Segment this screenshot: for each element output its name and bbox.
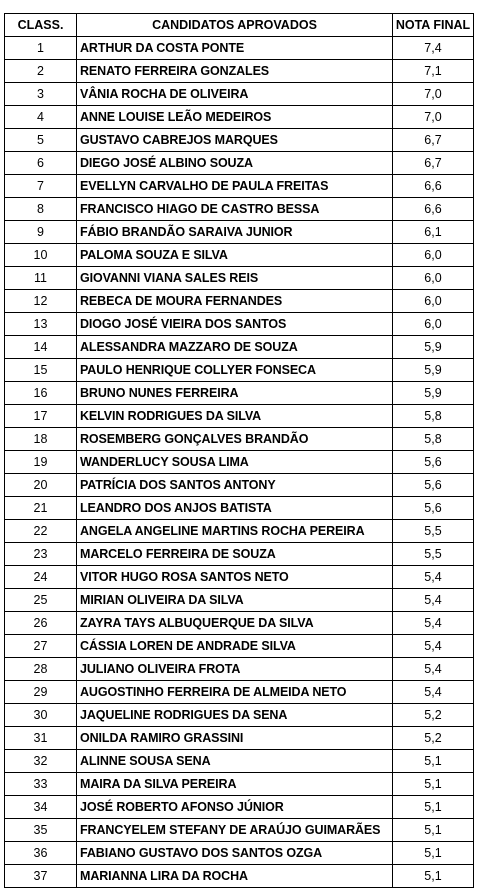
candidate-name-cell: MARIANNA LIRA DA ROCHA bbox=[77, 865, 393, 888]
table-row bbox=[5, 313, 474, 336]
table-row bbox=[5, 359, 474, 382]
final-grade-cell: 5,4 bbox=[393, 589, 474, 612]
final-grade-cell: 5,9 bbox=[393, 382, 474, 405]
position-cell: 1 bbox=[5, 37, 77, 60]
position-cell: 5 bbox=[5, 129, 77, 152]
table-row bbox=[5, 773, 474, 796]
position-cell: 14 bbox=[5, 336, 77, 359]
position-cell: 25 bbox=[5, 589, 77, 612]
candidate-name-cell: ALESSANDRA MAZZARO DE SOUZA bbox=[77, 336, 393, 359]
candidate-name-cell: CÁSSIA LOREN DE ANDRADE SILVA bbox=[77, 635, 393, 658]
final-grade-cell: 6,0 bbox=[393, 313, 474, 336]
position-cell: 7 bbox=[5, 175, 77, 198]
table-row bbox=[5, 267, 474, 290]
position-cell: 27 bbox=[5, 635, 77, 658]
candidate-name-cell: ZAYRA TAYS ALBUQUERQUE DA SILVA bbox=[77, 612, 393, 635]
position-cell: 19 bbox=[5, 451, 77, 474]
final-grade-cell: 5,6 bbox=[393, 474, 474, 497]
candidate-name-cell: JULIANO OLIVEIRA FROTA bbox=[77, 658, 393, 681]
final-grade-cell: 5,5 bbox=[393, 520, 474, 543]
table-row bbox=[5, 244, 474, 267]
table-row bbox=[5, 474, 474, 497]
candidate-name-cell: EVELLYN CARVALHO DE PAULA FREITAS bbox=[77, 175, 393, 198]
header-row bbox=[5, 14, 474, 37]
candidate-name-cell: FÁBIO BRANDÃO SARAIVA JUNIOR bbox=[77, 221, 393, 244]
final-grade-cell: 6,6 bbox=[393, 175, 474, 198]
position-cell: 24 bbox=[5, 566, 77, 589]
final-grade-cell: 7,0 bbox=[393, 106, 474, 129]
table-row bbox=[5, 405, 474, 428]
position-cell: 6 bbox=[5, 152, 77, 175]
final-grade-cell: 5,2 bbox=[393, 704, 474, 727]
table-row bbox=[5, 60, 474, 83]
final-grade-cell: 5,1 bbox=[393, 773, 474, 796]
table-body bbox=[5, 37, 474, 888]
table-row bbox=[5, 83, 474, 106]
candidate-name-cell: JAQUELINE RODRIGUES DA SENA bbox=[77, 704, 393, 727]
final-grade-cell: 7,1 bbox=[393, 60, 474, 83]
position-cell: 36 bbox=[5, 842, 77, 865]
table-row bbox=[5, 727, 474, 750]
candidate-name-cell: AUGOSTINHO FERREIRA DE ALMEIDA NETO bbox=[77, 681, 393, 704]
header-position: CLASS. bbox=[5, 14, 77, 37]
position-cell: 9 bbox=[5, 221, 77, 244]
position-cell: 2 bbox=[5, 60, 77, 83]
final-grade-cell: 7,4 bbox=[393, 37, 474, 60]
position-cell: 33 bbox=[5, 773, 77, 796]
final-grade-cell: 5,4 bbox=[393, 681, 474, 704]
table-row bbox=[5, 497, 474, 520]
candidate-name-cell: PAULO HENRIQUE COLLYER FONSECA bbox=[77, 359, 393, 382]
candidate-name-cell: REBECA DE MOURA FERNANDES bbox=[77, 290, 393, 313]
candidate-name-cell: BRUNO NUNES FERREIRA bbox=[77, 382, 393, 405]
table-row bbox=[5, 543, 474, 566]
final-grade-cell: 6,6 bbox=[393, 198, 474, 221]
candidate-name-cell: JOSÉ ROBERTO AFONSO JÚNIOR bbox=[77, 796, 393, 819]
candidate-name-cell: PATRÍCIA DOS SANTOS ANTONY bbox=[77, 474, 393, 497]
table-row bbox=[5, 589, 474, 612]
position-cell: 22 bbox=[5, 520, 77, 543]
table-row bbox=[5, 152, 474, 175]
candidate-name-cell: DIEGO JOSÉ ALBINO SOUZA bbox=[77, 152, 393, 175]
table-row bbox=[5, 704, 474, 727]
final-grade-cell: 5,6 bbox=[393, 497, 474, 520]
final-grade-cell: 6,7 bbox=[393, 129, 474, 152]
final-grade-cell: 5,9 bbox=[393, 336, 474, 359]
table-row bbox=[5, 681, 474, 704]
candidate-name-cell: WANDERLUCY SOUSA LIMA bbox=[77, 451, 393, 474]
position-cell: 18 bbox=[5, 428, 77, 451]
final-grade-cell: 5,4 bbox=[393, 566, 474, 589]
header-grade: NOTA FINAL bbox=[393, 14, 474, 37]
position-cell: 12 bbox=[5, 290, 77, 313]
candidate-name-cell: GUSTAVO CABREJOS MARQUES bbox=[77, 129, 393, 152]
table-row bbox=[5, 796, 474, 819]
final-grade-cell: 6,0 bbox=[393, 290, 474, 313]
position-cell: 17 bbox=[5, 405, 77, 428]
candidate-name-cell: ROSEMBERG GONÇALVES BRANDÃO bbox=[77, 428, 393, 451]
final-grade-cell: 6,7 bbox=[393, 152, 474, 175]
header-name: CANDIDATOS APROVADOS bbox=[77, 14, 393, 37]
final-grade-cell: 5,1 bbox=[393, 819, 474, 842]
table-row bbox=[5, 336, 474, 359]
final-grade-cell: 5,5 bbox=[393, 543, 474, 566]
final-grade-cell: 7,0 bbox=[393, 83, 474, 106]
table-row bbox=[5, 658, 474, 681]
candidate-name-cell: DIOGO JOSÉ VIEIRA DOS SANTOS bbox=[77, 313, 393, 336]
position-cell: 21 bbox=[5, 497, 77, 520]
table-row bbox=[5, 129, 474, 152]
table-row bbox=[5, 566, 474, 589]
table-row bbox=[5, 750, 474, 773]
candidate-name-cell: ANGELA ANGELINE MARTINS ROCHA PEREIRA bbox=[77, 520, 393, 543]
candidate-name-cell: RENATO FERREIRA GONZALES bbox=[77, 60, 393, 83]
final-grade-cell: 5,1 bbox=[393, 796, 474, 819]
table-row bbox=[5, 382, 474, 405]
position-cell: 13 bbox=[5, 313, 77, 336]
position-cell: 31 bbox=[5, 727, 77, 750]
candidate-name-cell: MIRIAN OLIVEIRA DA SILVA bbox=[77, 589, 393, 612]
position-cell: 34 bbox=[5, 796, 77, 819]
candidate-name-cell: KELVIN RODRIGUES DA SILVA bbox=[77, 405, 393, 428]
candidate-name-cell: GIOVANNI VIANA SALES REIS bbox=[77, 267, 393, 290]
candidate-name-cell: FRANCYELEM STEFANY DE ARAÚJO GUIMARÃES bbox=[77, 819, 393, 842]
table-row bbox=[5, 290, 474, 313]
candidate-name-cell: VÂNIA ROCHA DE OLIVEIRA bbox=[77, 83, 393, 106]
table-row bbox=[5, 612, 474, 635]
final-grade-cell: 6,1 bbox=[393, 221, 474, 244]
final-grade-cell: 5,6 bbox=[393, 451, 474, 474]
position-cell: 30 bbox=[5, 704, 77, 727]
final-grade-cell: 5,9 bbox=[393, 359, 474, 382]
final-grade-cell: 6,0 bbox=[393, 244, 474, 267]
position-cell: 26 bbox=[5, 612, 77, 635]
approved-candidates-table bbox=[4, 13, 474, 888]
table-row bbox=[5, 451, 474, 474]
final-grade-cell: 5,1 bbox=[393, 842, 474, 865]
table-row bbox=[5, 635, 474, 658]
position-cell: 11 bbox=[5, 267, 77, 290]
position-cell: 4 bbox=[5, 106, 77, 129]
final-grade-cell: 5,4 bbox=[393, 612, 474, 635]
position-cell: 32 bbox=[5, 750, 77, 773]
candidate-name-cell: ANNE LOUISE LEÃO MEDEIROS bbox=[77, 106, 393, 129]
position-cell: 23 bbox=[5, 543, 77, 566]
table-row bbox=[5, 819, 474, 842]
final-grade-cell: 5,8 bbox=[393, 428, 474, 451]
candidate-name-cell: VITOR HUGO ROSA SANTOS NETO bbox=[77, 566, 393, 589]
candidate-name-cell: MARCELO FERREIRA DE SOUZA bbox=[77, 543, 393, 566]
position-cell: 8 bbox=[5, 198, 77, 221]
table-row bbox=[5, 106, 474, 129]
candidate-name-cell: FRANCISCO HIAGO DE CASTRO BESSA bbox=[77, 198, 393, 221]
table-row bbox=[5, 37, 474, 60]
table-row bbox=[5, 175, 474, 198]
table-row bbox=[5, 842, 474, 865]
position-cell: 3 bbox=[5, 83, 77, 106]
table-row bbox=[5, 428, 474, 451]
candidate-name-cell: LEANDRO DOS ANJOS BATISTA bbox=[77, 497, 393, 520]
table-row bbox=[5, 520, 474, 543]
table-row bbox=[5, 198, 474, 221]
final-grade-cell: 5,4 bbox=[393, 658, 474, 681]
position-cell: 16 bbox=[5, 382, 77, 405]
final-grade-cell: 6,0 bbox=[393, 267, 474, 290]
final-grade-cell: 5,4 bbox=[393, 635, 474, 658]
position-cell: 20 bbox=[5, 474, 77, 497]
table-row bbox=[5, 865, 474, 888]
final-grade-cell: 5,1 bbox=[393, 750, 474, 773]
position-cell: 29 bbox=[5, 681, 77, 704]
position-cell: 37 bbox=[5, 865, 77, 888]
final-grade-cell: 5,8 bbox=[393, 405, 474, 428]
candidate-name-cell: ONILDA RAMIRO GRASSINI bbox=[77, 727, 393, 750]
position-cell: 15 bbox=[5, 359, 77, 382]
final-grade-cell: 5,2 bbox=[393, 727, 474, 750]
final-grade-cell: 5,1 bbox=[393, 865, 474, 888]
candidate-name-cell: MAIRA DA SILVA PEREIRA bbox=[77, 773, 393, 796]
table-row bbox=[5, 221, 474, 244]
candidate-name-cell: ARTHUR DA COSTA PONTE bbox=[77, 37, 393, 60]
candidate-name-cell: PALOMA SOUZA E SILVA bbox=[77, 244, 393, 267]
position-cell: 10 bbox=[5, 244, 77, 267]
candidate-name-cell: ALINNE SOUSA SENA bbox=[77, 750, 393, 773]
candidate-name-cell: FABIANO GUSTAVO DOS SANTOS OZGA bbox=[77, 842, 393, 865]
position-cell: 28 bbox=[5, 658, 77, 681]
position-cell: 35 bbox=[5, 819, 77, 842]
